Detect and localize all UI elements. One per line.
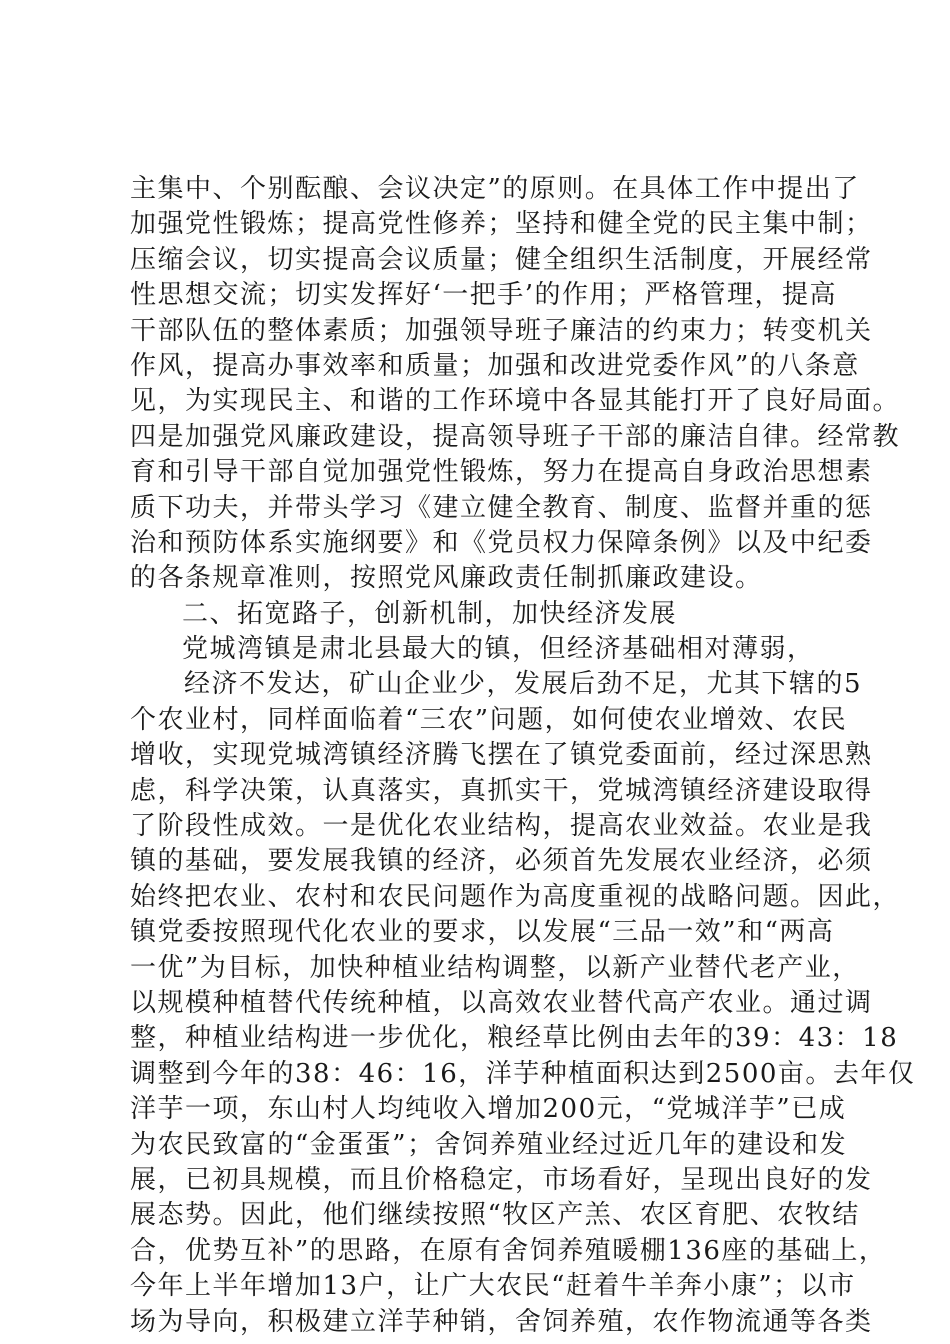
text-line: 育和引导干部自觉加强党性锻炼，努力在提高自身政治思想素 <box>130 457 873 488</box>
text-line: 今年上半年增加13户，让广大农民“赶着牛羊奔小康”；以市 <box>130 1271 856 1302</box>
body-text <box>130 172 916 1340</box>
text-line: 干部队伍的整体素质；加强领导班子廉洁的约束力；转变机关 <box>130 315 873 346</box>
text-line: 始终把农业、农村和农民问题作为高度重视的战略问题。因此， <box>130 881 901 912</box>
text-line: 个农业村，同样面临着“三农”问题，如何使农业增效、农民 <box>130 704 848 735</box>
text-line: 镇党委按照现代化农业的要求，以发展“三品一效”和“两高 <box>130 917 835 948</box>
text-line: 以规模种植替代传统种植，以高效农业替代高产农业。通过调 <box>130 987 873 1018</box>
text-line: 镇的基础，要发展我镇的经济，必须首先发展农业经济，必须 <box>130 846 873 877</box>
text-line: 的各条规章准则，按照党风廉政责任制抓廉政建设。 <box>130 563 763 594</box>
text-line: 展态势。因此，他们继续按照“牧区产羔、农区育肥、农牧结 <box>130 1200 860 1231</box>
text-line: 加强党性锻炼；提高党性修养；坚持和健全党的民主集中制； <box>130 209 873 240</box>
text-line: 见，为实现民主、和谐的工作环境中各显其能打开了良好局面。 <box>130 386 901 417</box>
text-line: 虑，科学决策，认真落实，真抓实干，党城湾镇经济建设取得 <box>130 775 873 806</box>
section-heading: 二、拓宽路子，创新机制，加快经济发展 <box>182 598 678 629</box>
text-line: 整，种植业结构进一步优化，粮经草比例由去年的39：43：18 <box>130 1023 899 1054</box>
text-line: 四是加强党风廉政建设，提高领导班子干部的廉洁自律。经常教 <box>130 421 901 452</box>
text-line: 了阶段性成效。一是优化农业结构，提高农业效益。农业是我 <box>130 811 873 842</box>
text-line: 治和预防体系实施纲要》和《党员权力保障条例》以及中纪委 <box>130 527 873 558</box>
text-line: 质下功夫，并带头学习《建立健全教育、制度、监督并重的惩 <box>130 492 873 523</box>
text-line: 主集中、个别酝酿、会议决定”的原则。在具体工作中提出了 <box>130 174 860 204</box>
text-line: 调整到今年的38：46：16，洋芋种植面积达到2500亩。去年仅 <box>130 1058 916 1089</box>
text-line: 作风，提高办事效率和质量；加强和改进党委作风”的八条意 <box>130 350 860 381</box>
text-line: 为农民致富的“金蛋蛋”；舍饲养殖业经过近几年的建设和发 <box>130 1129 848 1160</box>
text-line: 一优”为目标，加快种植业结构调整，以新产业替代老产业， <box>130 952 860 983</box>
text-line: 增收，实现党城湾镇经济腾飞摆在了镇党委面前，经过深思熟 <box>130 740 873 771</box>
text-line: 展，已初具规模，而且价格稳定，市场看好，呈现出良好的发 <box>130 1164 873 1195</box>
text-line: 洋芋一项，东山村人均纯收入增加200元，“党城洋芋”已成 <box>130 1094 847 1125</box>
text-line: 场为导向，积极建立洋芋种销，舍饲养殖，农作物流通等各类 <box>130 1306 873 1337</box>
text-line: 合，优势互补”的思路，在原有舍饲养殖暖棚136座的基础上， <box>130 1235 887 1266</box>
text-line: 压缩会议，切实提高会议质量；健全组织生活制度，开展经常 <box>130 244 873 275</box>
paragraph-start: 经济不发达，矿山企业少，发展后劲不足，尤其下辖的5 <box>184 669 863 700</box>
text-line: 性思想交流；切实发挥好‘一把手’的作用；严格管理，提高 <box>130 280 838 311</box>
paragraph-start: 党城湾镇是肃北县最大的镇，但经济基础相对薄弱， <box>182 634 815 665</box>
